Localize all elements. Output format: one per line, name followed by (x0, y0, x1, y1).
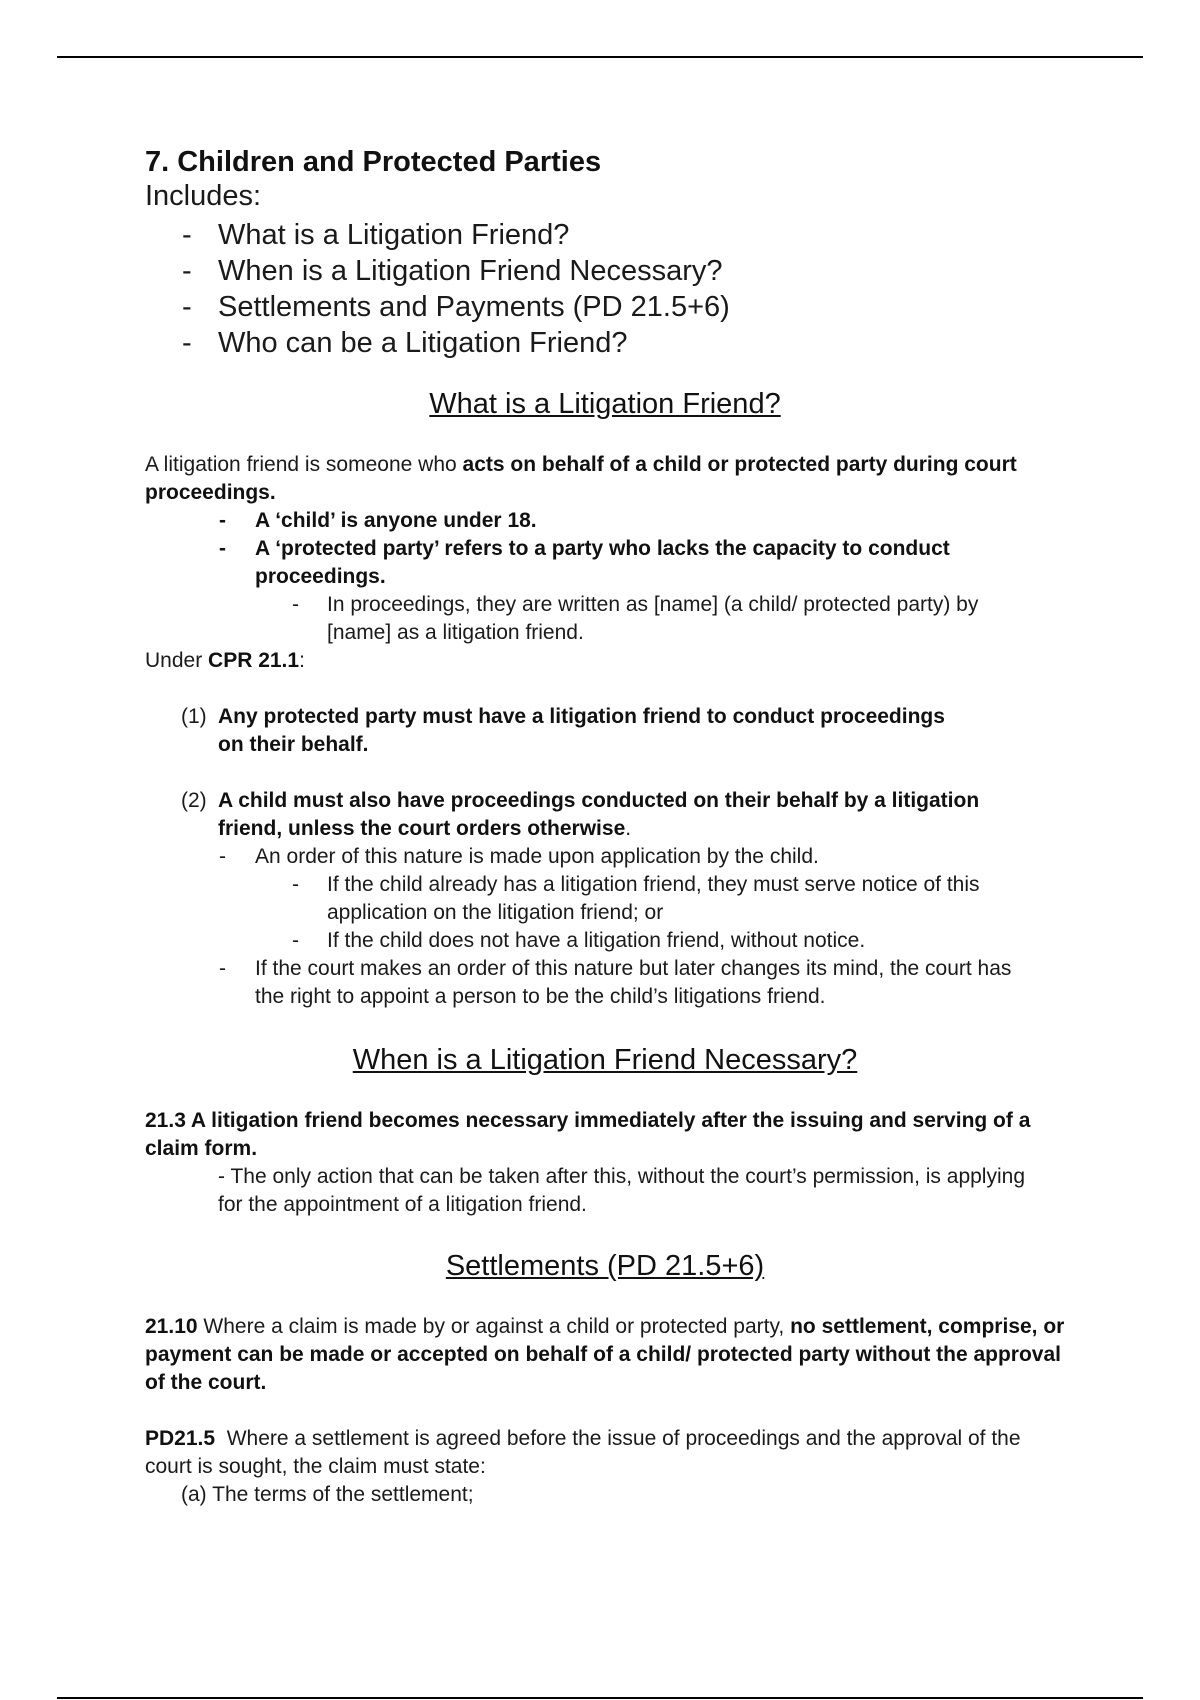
protected-party-definition: - A ‘protected party’ refers to a party who lacks the capacity to conduct proceedings. (219, 537, 950, 588)
pd-21-5: PD21.5 Where a settlement is agreed before the issue of proceedings and the approval of the court is sought, the claim must state: (145, 1427, 1027, 1478)
rule-21-10: 21.10 Where a claim is made by or against a child or protected party, no settlement, comprise, or payment can be made or accepted on behalf of a child/ protected party without the approval of the court. (145, 1315, 1065, 1394)
list-item: - Settlements and Payments (PD 21.5+6) (182, 291, 730, 323)
settlement-terms-item: (a) The terms of the settlement; (181, 1483, 474, 1506)
subheading-when-necessary: When is a Litigation Friend Necessary? (352, 1044, 858, 1076)
notice-has-friend: - If the child already has a litigation friend, they must serve notice of this application on the litigation friend; or (292, 873, 980, 924)
subheading-settlements: Settlements (PD 21.5+6) (445, 1250, 765, 1282)
includes-label: Includes: (145, 180, 262, 212)
includes-list (145, 217, 1065, 361)
list-item: - Who can be a Litigation Friend? (182, 327, 628, 359)
section-heading: 7. Children and Protected Parties (145, 146, 602, 178)
rule-2: (2) A child must also have proceedings conducted on their behalf by a litigation friend, unless the court orders otherwise. (181, 789, 980, 840)
definition-paragraph: A litigation friend is someone who acts on behalf of a child or protected party during court proceedings. (145, 453, 1017, 504)
cpr-reference: Under CPR 21.1: (145, 649, 305, 672)
child-definition: - A ‘child’ is anyone under 18. (219, 509, 537, 532)
only-action-note: - The only action that can be taken after this, without the court’s permission, is applying for the appointment of a litigation friend. (218, 1165, 1025, 1216)
written-as-note: - In proceedings, they are written as [name] (a child/ protected party) by [name] as a litigation friend. (292, 593, 979, 644)
list-item: - What is a Litigation Friend? (182, 219, 570, 251)
list-item: - When is a Litigation Friend Necessary? (182, 255, 723, 287)
notice-no-friend: - If the child does not have a litigation friend, without notice. (292, 929, 866, 952)
order-application-note: - An order of this nature is made upon application by the child. (219, 845, 819, 868)
rule-21-3: 21.3 A litigation friend becomes necessary immediately after the issuing and serving of a claim form. (145, 1109, 1031, 1160)
subheading-what-is: What is a Litigation Friend? (429, 388, 781, 420)
top-rule (57, 56, 1143, 58)
document-body (145, 145, 1065, 1509)
court-changes-mind-note: - If the court makes an order of this nature but later changes its mind, the court has the right to appoint a person to be the child’s litigations friend. (219, 957, 1012, 1008)
rule-1: (1) Any protected party must have a litigation friend to conduct proceedings on their behalf. (181, 705, 945, 756)
bottom-rule (57, 1697, 1143, 1699)
